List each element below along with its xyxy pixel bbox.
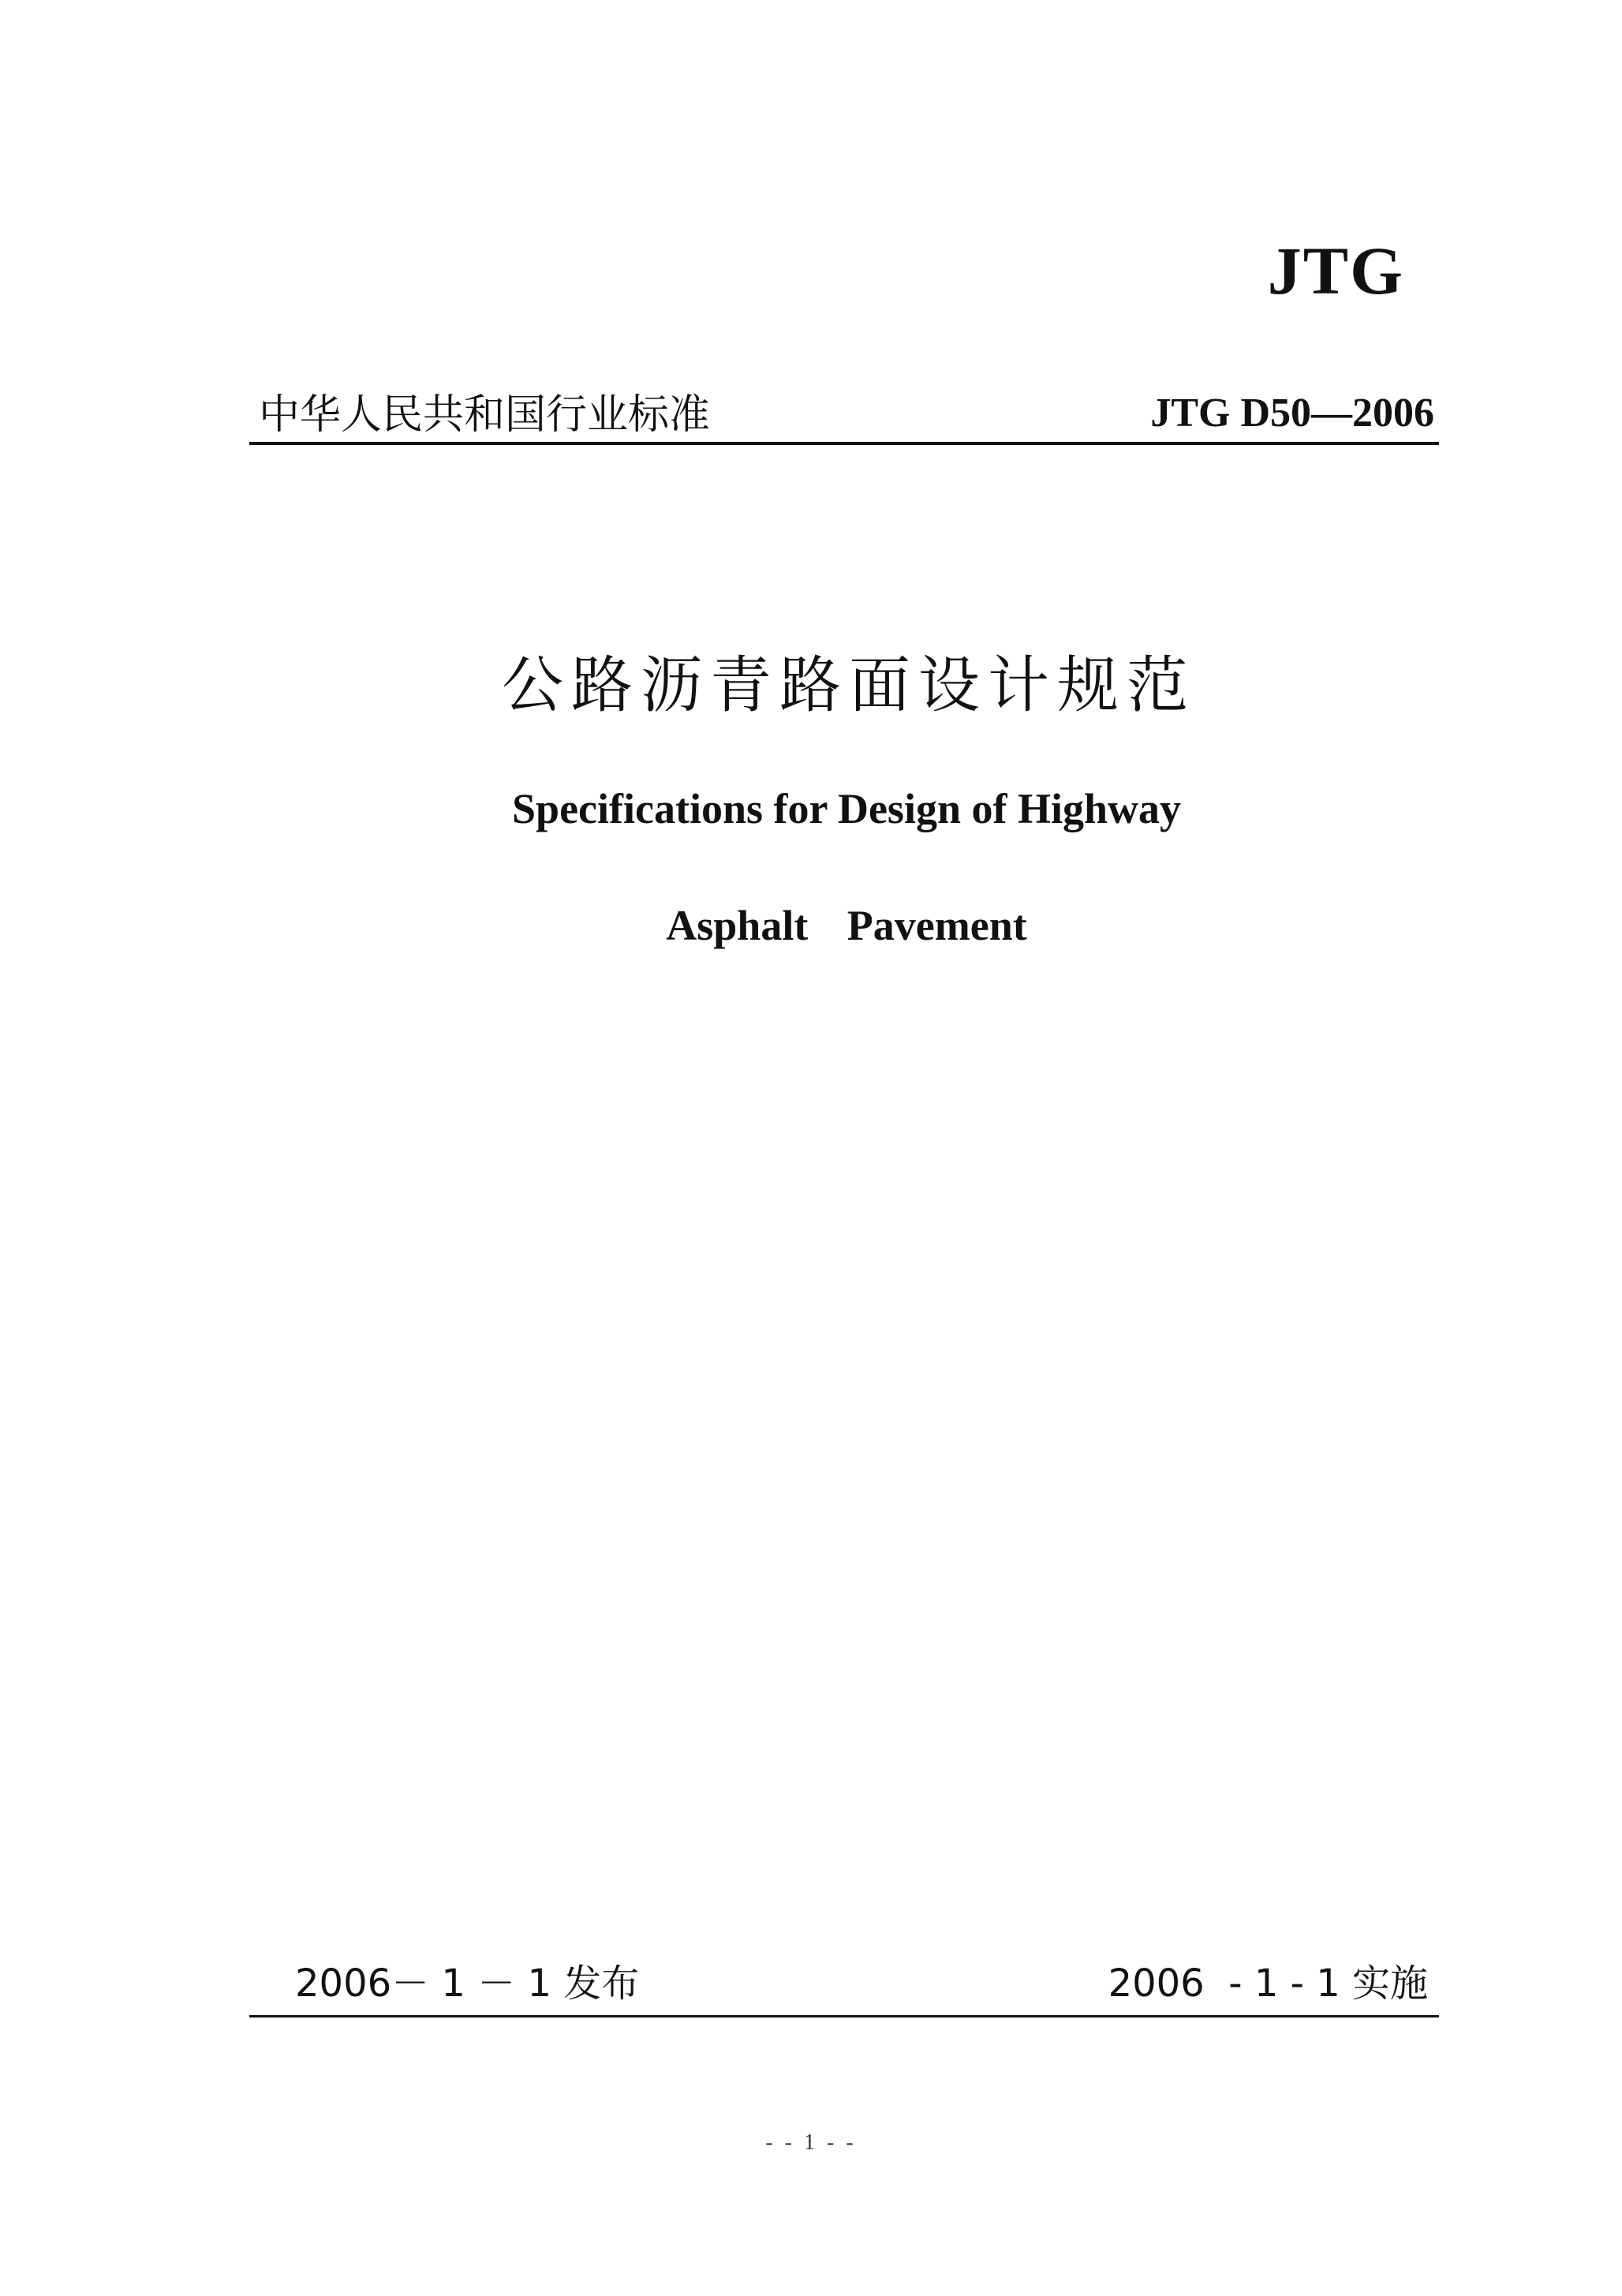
header-divider bbox=[249, 442, 1439, 445]
chinese-title: 公路沥青路面设计规范 bbox=[501, 650, 1196, 721]
standard-category: 中华人民共和国行业标准 bbox=[259, 391, 711, 439]
jtg-logo: JTG bbox=[1267, 233, 1404, 309]
title-block bbox=[0, 650, 1622, 949]
page-number: - - 1 - - bbox=[765, 2130, 857, 2155]
footer-divider bbox=[249, 2015, 1439, 2017]
dates-row bbox=[252, 1957, 1434, 2012]
issue-date: 2006－ 1 － 1 发布 bbox=[295, 1961, 640, 2006]
english-title-line-2: Asphalt Pavement bbox=[666, 902, 1027, 949]
standard-number: JTG D50—2006 bbox=[1150, 391, 1434, 436]
header-row bbox=[252, 385, 1434, 442]
english-title-line-1: Specifications for Design of Highway bbox=[512, 785, 1181, 832]
effective-date: 2006 - 1 - 1 实施 bbox=[1108, 1961, 1428, 2006]
